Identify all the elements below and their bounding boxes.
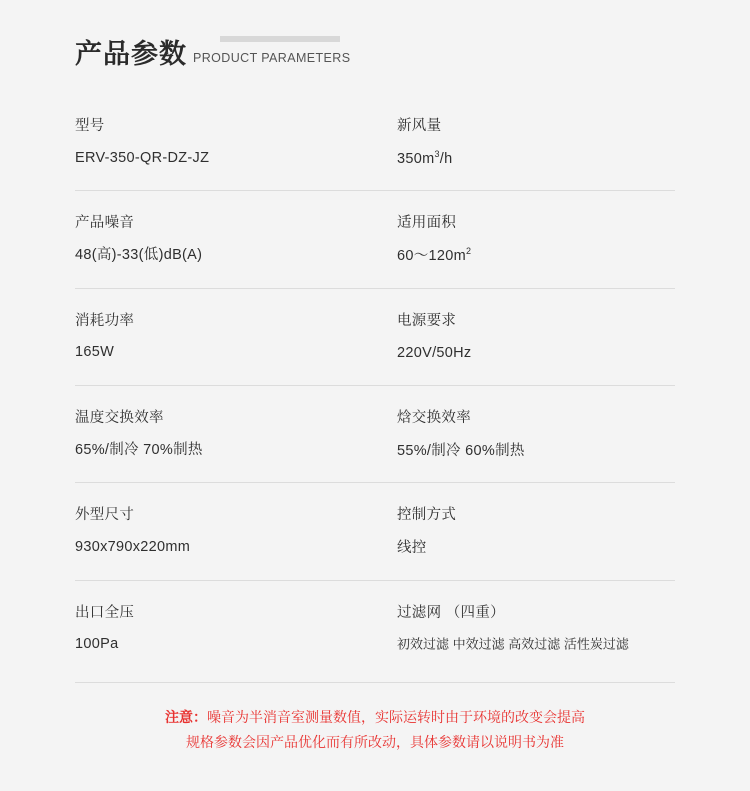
spec-cell-left (75, 505, 375, 559)
spec-label: 外型尺寸 (75, 507, 135, 524)
spec-label: 电源要求 (397, 312, 457, 329)
page-title-english: PRODUCT PARAMETERS (193, 51, 351, 65)
spec-value: 930x790x220mm (75, 539, 191, 556)
spec-value: 48(高)-33(低)dB(A) (75, 247, 203, 264)
spec-label: 控制方式 (397, 507, 457, 524)
spec-label: 型号 (75, 118, 105, 134)
page-header (75, 0, 675, 88)
spec-value: ERV-350-QR-DZ-JZ (75, 149, 210, 166)
spec-label: 焓交换效率 (397, 409, 471, 426)
spec-label: 消耗功率 (75, 312, 135, 329)
spec-value-main: 55%/制冷 60%制热 (397, 442, 525, 459)
note-prefix: 注意： (165, 709, 207, 726)
spec-label: 过滤网 （四重） (397, 604, 505, 621)
spec-label: 产品噪音 (75, 215, 135, 232)
spec-value (397, 634, 665, 654)
note-text-1: 噪音为半消音室测量数值，实际运转时由于环境的改变会提高 (207, 709, 585, 726)
spec-value (397, 342, 665, 365)
spec-label: 新风量 (397, 118, 442, 134)
table-row (75, 385, 675, 482)
spec-value-main: 220V/50Hz (397, 345, 472, 362)
spec-label: 适用面积 (397, 215, 457, 232)
spec-value: 100Pa (75, 636, 119, 653)
spec-value: 65%/制冷 70%制热 (75, 441, 203, 458)
spec-value (397, 245, 665, 268)
spec-cell-left (75, 116, 375, 170)
spec-value-superscript: 3 (434, 148, 440, 159)
spec-value-main: 初效过滤 中效过滤 高效过滤 活性炭过滤 (397, 636, 629, 652)
spec-value: 165W (75, 344, 115, 361)
spec-cell-right (375, 213, 675, 267)
spec-cell-right (375, 603, 675, 657)
title-underline-bar (220, 36, 340, 42)
spec-value-superscript: 2 (466, 246, 472, 257)
spec-cell-right (375, 116, 675, 170)
spec-value (397, 440, 665, 463)
spec-cell-right (375, 408, 675, 462)
table-row (75, 580, 675, 677)
table-row (75, 190, 675, 287)
table-row (75, 288, 675, 385)
spec-cell-left (75, 311, 375, 365)
spec-cell-right (375, 505, 675, 559)
spec-label: 温度交换效率 (75, 409, 164, 426)
table-row (75, 482, 675, 579)
spec-value (397, 537, 665, 560)
spec-value (397, 148, 665, 171)
spec-cell-left (75, 408, 375, 462)
spec-cell-right (375, 311, 675, 365)
note-line-2: 规格参数会因产品优化而有所改动，具体参数请以说明书为准 (186, 734, 564, 751)
page-title: 产品参数 (75, 39, 187, 69)
spec-value-tail: /h (439, 150, 453, 167)
spec-value-main: 60～120m (397, 247, 466, 264)
note-line-1 (75, 705, 675, 730)
table-row (75, 108, 675, 190)
spec-value-main: 线控 (397, 539, 427, 556)
note-block (75, 682, 675, 755)
spec-table (75, 108, 675, 676)
spec-cell-left (75, 603, 375, 657)
spec-label: 出口全压 (75, 604, 135, 621)
spec-value-main: 350m (397, 150, 435, 167)
spec-cell-left (75, 213, 375, 267)
